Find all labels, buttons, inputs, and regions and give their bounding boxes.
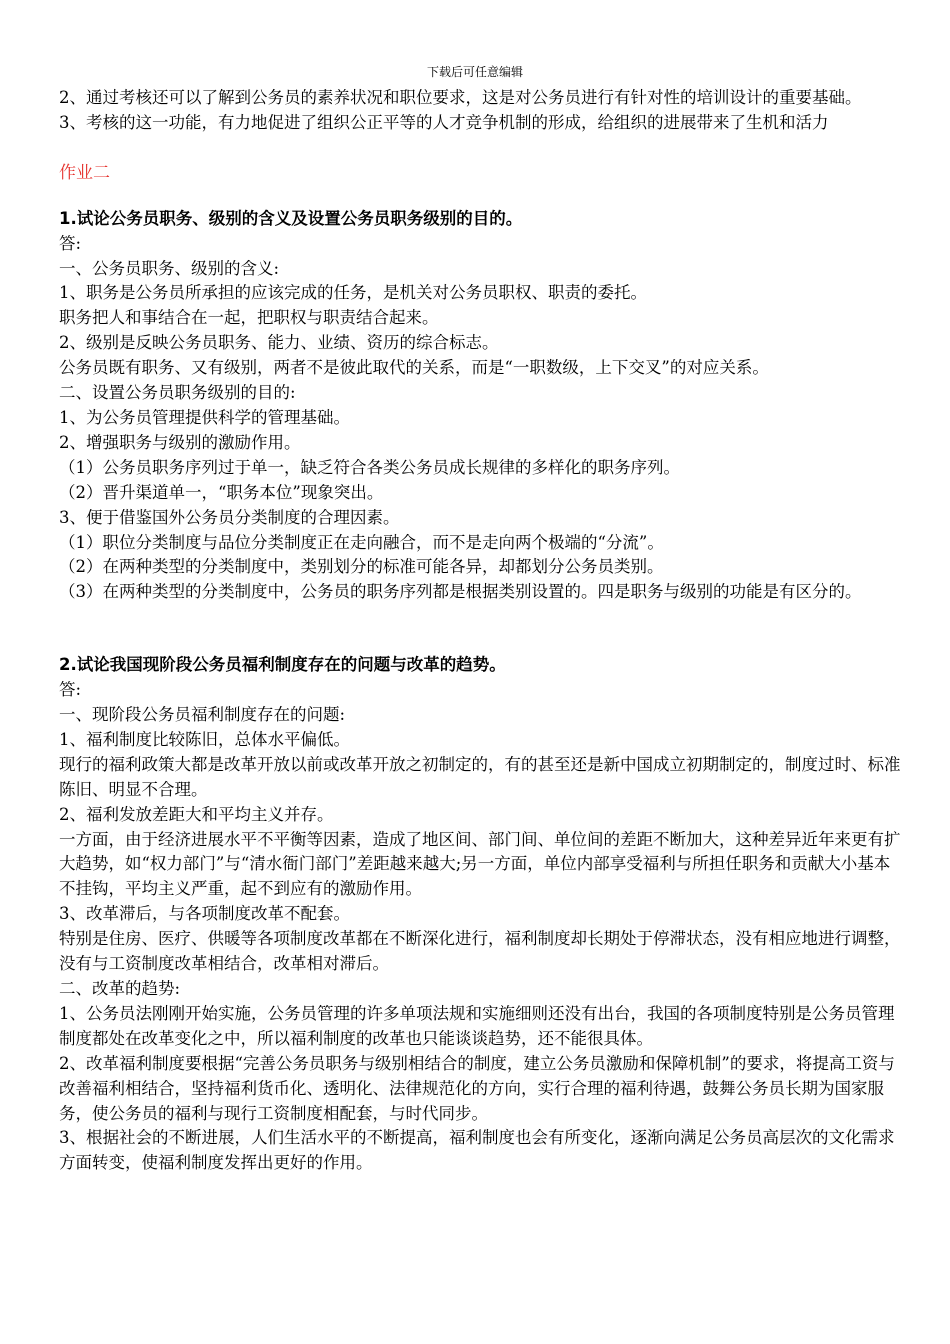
question-2-answer xyxy=(59,678,901,1176)
answer-line: （2）在两种类型的分类制度中，类别划分的标准可能各异，却都划分公务员类别。 xyxy=(59,557,664,577)
answer-line: 职务把人和事结合在一起，把职权与职责结合起来。 xyxy=(59,308,439,328)
question-1-answer xyxy=(59,232,901,606)
answer-line: （2）晋升渠道单一，“职务本位”现象突出。 xyxy=(59,482,384,502)
intro-paragraph: 2、通过考核还可以了解到公务员的素养状况和职位要求，这是对公务员进行有针对性的培训设计的重要基础。 xyxy=(59,88,862,107)
answer-line: 3、便于借鉴国外公务员分类制度的合理因素。 xyxy=(59,507,400,527)
answer-line: 现行的福利政策大都是改革开放以前或改革开放之初制定的，有的甚至还是新中国成立初期制定的，制度过时、标准陈旧、明显不合理。 xyxy=(59,754,901,799)
answer-line: 二、设置公务员职务级别的目的: xyxy=(59,383,296,403)
answer-line: 一方面，由于经济进展水平不平衡等因素，造成了地区间、部门间、单位间的差距不断加大，这种差异近年来更有扩大趋势，如“权力部门”与“清水衙门部门”差距越来越大;另一方面，单位内部享受福利与所担任职务和贡献大小基本不挂钩，平均主义严重，起不到应有的激励作用。 xyxy=(59,829,901,899)
intro-paragraph: 3、考核的这一功能，有力地促进了组织公正平等的人才竞争机制的形成，给组织的进展带来了生机和活力 xyxy=(59,112,829,132)
answer-line: 1、福利制度比较陈旧，总体水平偏低。 xyxy=(59,729,350,749)
answer-line: 2、增强职务与级别的激励作用。 xyxy=(59,432,301,452)
answer-line: 公务员既有职务、又有级别，两者不是彼此取代的关系，而是“一职数级，上下交叉”的对应关系。 xyxy=(59,358,769,378)
answer-line: 一、公务员职务、级别的含义: xyxy=(59,258,280,278)
answer-line: 1、为公务员管理提供科学的管理基础。 xyxy=(59,407,350,427)
answer-line: （3）在两种类型的分类制度中，公务员的职务序列都是根据类别设置的。四是职务与级别的功能是有区分的。 xyxy=(59,582,862,602)
document-body xyxy=(59,86,901,1176)
section-title: 作业二 xyxy=(59,162,110,183)
answer-line: 2、福利发放差距大和平均主义并存。 xyxy=(59,804,334,824)
answer-line: 1、公务员法刚刚开始实施，公务员管理的许多单项法规和实施细则还没有出台，我国的各项制度特别是公务员管理制度都处在改革变化之中，所以福利制度的改革也只能谈谈趋势，还不能很具体。 xyxy=(59,1003,895,1048)
answer-line: 2、级别是反映公务员职务、能力、业绩、资历的综合标志。 xyxy=(59,333,499,353)
answer-line: 答: xyxy=(59,680,82,700)
answer-line: 3、根据社会的不断进展，人们生活水平的不断提高，福利制度也会有所变化，逐渐向满足公务员高层次的文化需求方面转变，使福利制度发挥出更好的作用。 xyxy=(59,1128,895,1173)
question-2-title: 2.试论我国现阶段公务员福利制度存在的问题与改革的趋势。 xyxy=(59,655,506,675)
answer-line: （1）公务员职务序列过于单一，缺乏符合各类公务员成长规律的多样化的职务序列。 xyxy=(59,457,680,477)
answer-line: （1）职位分类制度与品位分类制度正在走向融合，而不是走向两个极端的“分流”。 xyxy=(59,532,664,552)
answer-line: 1、职务是公务员所承担的应该完成的任务，是机关对公务员职权、职责的委托。 xyxy=(59,283,647,303)
answer-line: 2、改革福利制度要根据“完善公务员职务与级别相结合的制度，建立公务员激励和保障机制”的要求，将提高工资与改善福利相结合，坚持福利货币化、透明化、法律规范化的方向，实行合理的福利待遇，鼓舞公务员长期为国家服务，使公务员的福利与现行工资制度相配套，与时代同步。 xyxy=(59,1053,895,1123)
answer-line: 特别是住房、医疗、供暖等各项制度改革都在不断深化进行，福利制度却长期处于停滞状态，没有相应地进行调整，没有与工资制度改革相结合，改革相对滞后。 xyxy=(59,929,901,974)
answer-line: 二、改革的趋势: xyxy=(59,979,181,998)
answer-line: 3、改革滞后，与各项制度改革不配套。 xyxy=(59,904,350,924)
answer-line: 答: xyxy=(59,233,82,253)
answer-line: 一、现阶段公务员福利制度存在的问题: xyxy=(59,705,346,725)
question-1-title: 1.试论公务员职务、级别的含义及设置公务员职务级别的目的。 xyxy=(59,208,523,228)
header-note: 下载后可任意编辑 xyxy=(426,65,523,79)
